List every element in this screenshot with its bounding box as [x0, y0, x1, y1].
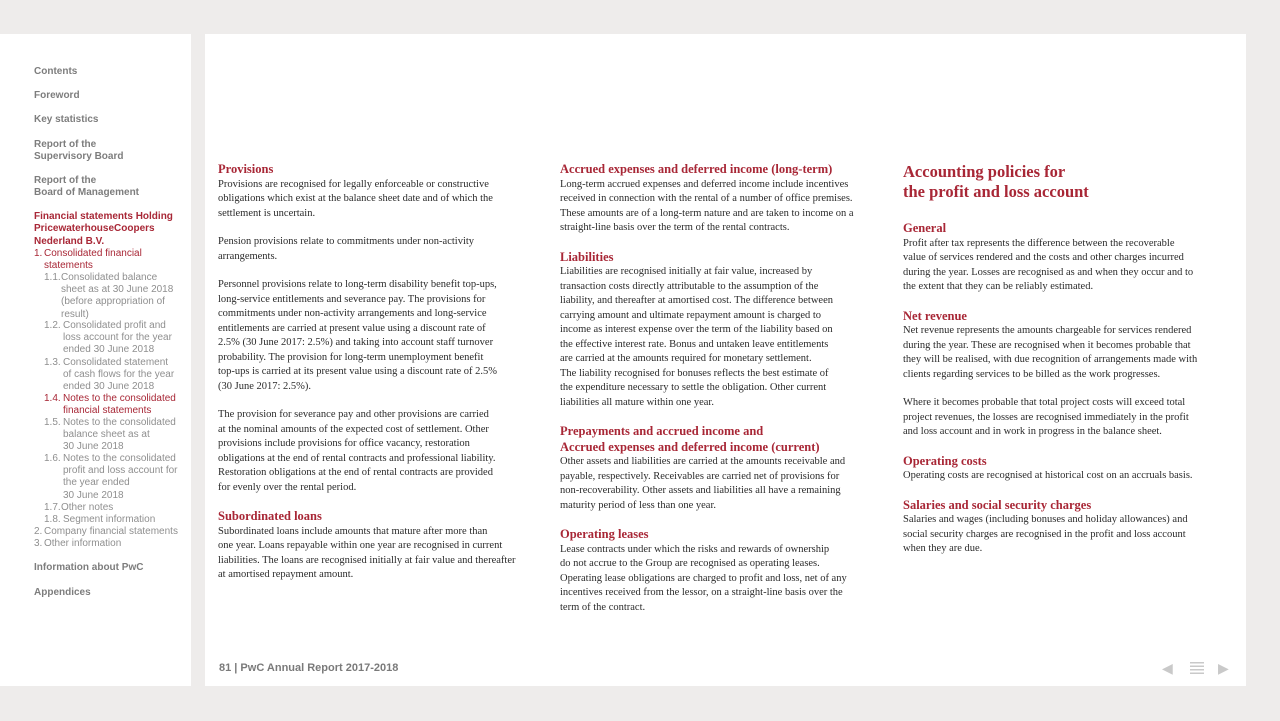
nav-sub-1-2[interactable] — [44, 320, 184, 357]
nav-sub-number: 1.3. — [44, 357, 61, 368]
text-column-middle — [560, 162, 890, 615]
nav-sub-label: Consolidated balance sheet as at 30 June 2018 (before appropriation of result) — [61, 272, 174, 320]
nav-sub-number: 1.8. — [44, 514, 61, 525]
nav-sub-label: Consolidated statement of cash flows for the year ended 30 June 2018 — [63, 357, 175, 393]
nav-sub-1-3[interactable] — [44, 357, 184, 394]
heading-provisions: Provisions — [218, 162, 274, 176]
list-icon[interactable] — [1189, 661, 1205, 679]
nav-sub-number: 1.1. — [44, 272, 61, 283]
paragraph: The provision for severance pay and other provisions are carried at the nominal amounts of the expected cost of settlement. Other provisions include provisions for office vacancy, restoration obligations at the end of rental contracts and professional liability. Restoration obligations at the end of rental contracts are provided for evenly over the rental period. — [218, 409, 496, 493]
nav-sub-number: 1.7. — [44, 502, 61, 513]
nav-sub-number: 1.4. — [44, 393, 61, 404]
sidebar-navigation — [0, 34, 191, 686]
heading-salaries-social-security: Salaries and social security charges — [903, 497, 1092, 512]
paragraph: Operating costs are recognised at historical cost on an accruals basis. — [903, 470, 1193, 481]
text-column-right — [903, 162, 1233, 557]
nav-foreword[interactable]: Foreword — [34, 90, 80, 101]
nav-sub-label: Other notes — [61, 502, 114, 513]
paragraph: Personnel provisions relate to long-term disability benefit top-ups, long-service entitlements and severance pay. The provisions for commitments under non-activity arrangements and long-service entitlements are carried at present value using a discount rate of 2.5% (30 June 2017: 2.5%) and taking into account staff turnover probability. The provision for long-term unemployment benefit top-ups is carried at its present value using a discount rate of 2.5% (30 June 2017: 2.5%). — [218, 279, 498, 392]
nav-sub-label: Consolidated profit and loss account for the year ended 30 June 2018 — [63, 320, 172, 356]
nav-financial-statements[interactable]: Financial statements Holding PricewaterhouseCoopers Nederland B.V. — [34, 211, 173, 247]
nav-sub-label: Notes to the consolidated profit and loss account for the year ended 30 June 2018 — [63, 453, 178, 501]
nav-sub-number: 1.6. — [44, 453, 61, 464]
triangle-right-icon[interactable]: ▶ — [1218, 661, 1229, 677]
paragraph: Lease contracts under which the risks and rewards of ownership do not accrue to the Group are recognised as operating leases. Operating lease obligations are charged to profit and loss, net of any incentives received from the lessor, on a straight-line basis over the term of the contract. — [560, 543, 847, 613]
nav-sub-number: 3. — [34, 538, 43, 549]
nav-sub-label: Other information — [44, 538, 122, 549]
nav-sub-label: Company financial statements — [44, 526, 178, 537]
paragraph: Salaries and wages (including bonuses and holiday allowances) and social security charges are recognised in the profit and loss account when they are due. — [903, 514, 1188, 554]
nav-report-board-of-management[interactable]: Report of the Board of Management — [34, 175, 140, 199]
heading-operating-leases: Operating leases — [560, 527, 649, 541]
paragraph: Profit after tax represents the difference between the recoverable value of services rendered and the costs and other charges incurred during the year. Losses are recognised as and when they occur and to the extent that they can be reliably estimated. — [903, 237, 1194, 292]
paragraph: Provisions are recognised for legally enforceable or constructive obligations which exist at the balance sheet date and of which the settlement is uncertain. — [218, 178, 493, 219]
heading-liabilities: Liabilities — [560, 249, 614, 264]
paragraph: Liabilities are recognised initially at fair value, increased by transaction costs directly attributable to the assumption of the liability, and thereafter at amortised cost. The difference between carrying amount and ultimate repayment amount is charged to income as interest expense over the term of the liability based on the effective interest rate. Bonus and untaken leave entitlements are carried at the amounts required for monetary settlement. The liability recognised for bonuses reflects the best estimate of the expenditure necessary to settle the obligation. Other current liabilities all mature within one year. — [560, 266, 833, 408]
heading-subordinated-loans: Subordinated loans — [218, 509, 322, 523]
nav-sub-label: Consolidated financial statements — [44, 248, 142, 272]
paragraph: Long-term accrued expenses and deferred income include incentives received in connection with the rental of a number of office premises. These amounts are of a long-term nature and are taken to income on a straight-line basis over the term of the rental contracts. — [560, 178, 854, 233]
nav-appendices[interactable]: Appendices — [34, 587, 91, 598]
nav-sub-label: Notes to the consolidated financial statements — [63, 393, 176, 417]
list-icon-graphic — [1189, 661, 1205, 675]
heading-prepayments-accrued-income: Prepayments and accrued income and Accrued expenses and deferred income (current) — [560, 424, 820, 454]
nav-report-supervisory-board[interactable]: Report of the Supervisory Board — [34, 139, 124, 163]
nav-sub-number: 1.5. — [44, 417, 61, 428]
heading-accrued-expenses-long-term: Accrued expenses and deferred income (long-term) — [560, 162, 833, 176]
document-page — [205, 34, 1246, 686]
heading-operating-costs: Operating costs — [903, 453, 987, 468]
nav-sub-number: 2. — [34, 526, 43, 537]
nav-key-statistics[interactable]: Key statistics — [34, 114, 99, 125]
paragraph: Other assets and liabilities are carried at the amounts receivable and payable, respectively. Receivables are carried net of provisions for non-recoverability. Other assets and liabilities all have a remaining maturity period of less than one year. — [560, 456, 846, 511]
section-title: Accounting policies for the profit and loss account — [903, 162, 1089, 201]
nav-sub-label: Segment information — [63, 514, 156, 525]
paragraph: Subordinated loans include amounts that mature after more than one year. Loans repayable within one year are recognised in current liabilities. The loans are recognised initially at fair value and thereafter at amortised repayment amount. — [218, 525, 516, 580]
nav-sub-number: 1.2. — [44, 320, 61, 331]
triangle-left-icon[interactable]: ◀ — [1162, 661, 1173, 677]
paragraph: Where it becomes probable that total project costs will exceed total project revenues, the losses are recognised immediately in the profit and loss account and in work in progress in the balance sheet. — [903, 397, 1189, 437]
nav-sub-1-6[interactable] — [44, 453, 184, 501]
nav-sub-1-1[interactable] — [44, 272, 184, 320]
nav-sub-number: 1. — [34, 248, 43, 259]
heading-net-revenue: Net revenue — [903, 308, 967, 323]
nav-sub-label: Notes to the consolidated balance sheet as at 30 June 2018 — [63, 417, 176, 453]
paragraph: Net revenue represents the amounts chargeable for services rendered during the year. These are recognised when it becomes probable that they will be realised, with due recognition of arrangements made with clients regarding services to be billed as the work progresses. — [903, 325, 1198, 380]
paragraph: Pension provisions relate to commitments under non-activity arrangements. — [218, 236, 475, 262]
heading-general: General — [903, 221, 947, 235]
nav-contents[interactable]: Contents — [34, 66, 78, 77]
nav-information-about-pwc[interactable]: Information about PwC — [34, 562, 144, 573]
nav-sub-1-5[interactable] — [44, 417, 184, 454]
page-footer-label: 81 | PwC Annual Report 2017-2018 — [219, 662, 399, 674]
text-column-left — [218, 162, 544, 583]
